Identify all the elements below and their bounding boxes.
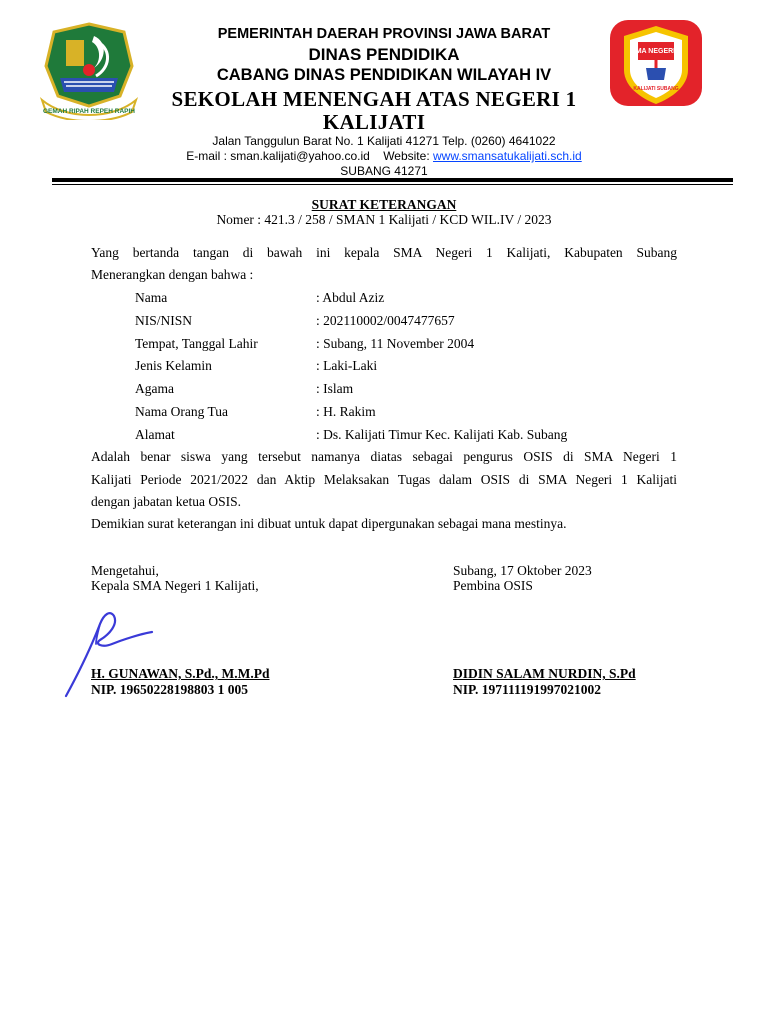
field-label-address: Alamat — [135, 427, 175, 442]
letterhead-website-label: Website: — [383, 149, 430, 163]
field-value-name: : Abdul Aziz — [316, 290, 385, 305]
field-label-parent: Nama Orang Tua — [135, 404, 228, 419]
letterhead-school-name: SEKOLAH MENENGAH ATAS NEGERI 1 — [171, 87, 577, 111]
right-logo-bottom-text: KALIJATI SUBANG — [633, 86, 679, 92]
intro-line-1: Yang bertanda tangan di bawah ini kepala SMA Negeri 1 Kalijati, Kabupaten Subang — [91, 245, 677, 260]
field-label-religion: Agama — [135, 381, 174, 396]
letterhead-department: DINAS PENDIDIKA — [308, 45, 460, 64]
field-value-religion: : Islam — [316, 381, 354, 396]
left-signer-name: H. GUNAWAN, S.Pd., M.M.Pd — [91, 666, 270, 681]
field-label-gender: Jenis Kelamin — [135, 358, 212, 373]
field-label-birth: Tempat, Tanggal Lahir — [135, 336, 258, 351]
body-line-2: Kalijati Periode 2021/2022 dan Aktip Melaksakan Tugas dalam OSIS di SMA Negeri 1 Kalijati — [91, 472, 677, 487]
field-value-nis: : 202110002/0047477657 — [316, 313, 455, 328]
left-logo-motto: GEMAH RIPAH REPEH RAPIH — [43, 108, 135, 115]
website-link[interactable]: www.smansatukalijati.sch.id — [433, 149, 582, 163]
field-value-birth: : Subang, 11 November 2004 — [316, 336, 475, 351]
letterhead-address: Jalan Tanggulun Barat No. 1 Kalijati 41271 Telp. (0260) 4641022 — [212, 134, 556, 148]
right-sign-date: Subang, 17 Oktober 2023 — [453, 563, 592, 578]
letterhead-contact — [0, 149, 768, 163]
right-logo-top-text: SMA NEGERI 1 — [631, 48, 681, 55]
letterhead-branch: CABANG DINAS PENDIDIKAN WILAYAH IV — [216, 66, 552, 84]
field-value-address: : Ds. Kalijati Timur Kec. Kalijati Kab. Subang — [316, 427, 568, 442]
body-line-3: dengan jabatan ketua OSIS. — [91, 494, 241, 509]
letterhead-government: PEMERINTAH DAERAH PROVINSI JAWA BARAT — [217, 26, 551, 42]
field-label-name: Nama — [135, 290, 168, 305]
right-signer-name: DIDIN SALAM NURDIN, S.Pd — [453, 666, 636, 681]
field-label-nis: NIS/NISN — [135, 313, 193, 328]
right-signer-nip: NIP. 197111191997021002 — [453, 682, 602, 697]
letterhead-school-name-2: KALIJATI — [322, 110, 426, 134]
body-line-1: Adalah benar siswa yang tersebut namanya diatas sebagai pengurus OSIS di SMA Negeri 1 — [91, 449, 677, 464]
right-sign-position: Pembina OSIS — [453, 578, 533, 593]
letter-title: SURAT KETERANGAN — [311, 197, 457, 212]
letterhead-email: E-mail : sman.kalijati@yahoo.co.id — [186, 149, 370, 163]
letter-number: Nomer : 421.3 / 258 / SMAN 1 Kalijati / KCD WIL.IV / 2023 — [216, 212, 552, 227]
left-signer-nip: NIP. 19650228198803 1 005 — [91, 682, 249, 697]
left-sign-acknowledge: Mengetahui, — [91, 563, 159, 578]
closing-line: Demikian surat keterangan ini dibuat untuk dapat dipergunakan sebagai mana mestinya. — [91, 516, 567, 531]
field-value-parent: : H. Rakim — [316, 404, 376, 419]
left-sign-position: Kepala SMA Negeri 1 Kalijati, — [91, 578, 259, 593]
field-value-gender: : Laki-Laki — [316, 358, 378, 373]
letterhead-divider-thin — [52, 184, 733, 185]
letterhead-city: SUBANG 41271 — [340, 164, 428, 178]
letterhead-divider-thick — [52, 178, 733, 182]
intro-line-2: Menerangkan dengan bahwa : — [91, 267, 254, 282]
